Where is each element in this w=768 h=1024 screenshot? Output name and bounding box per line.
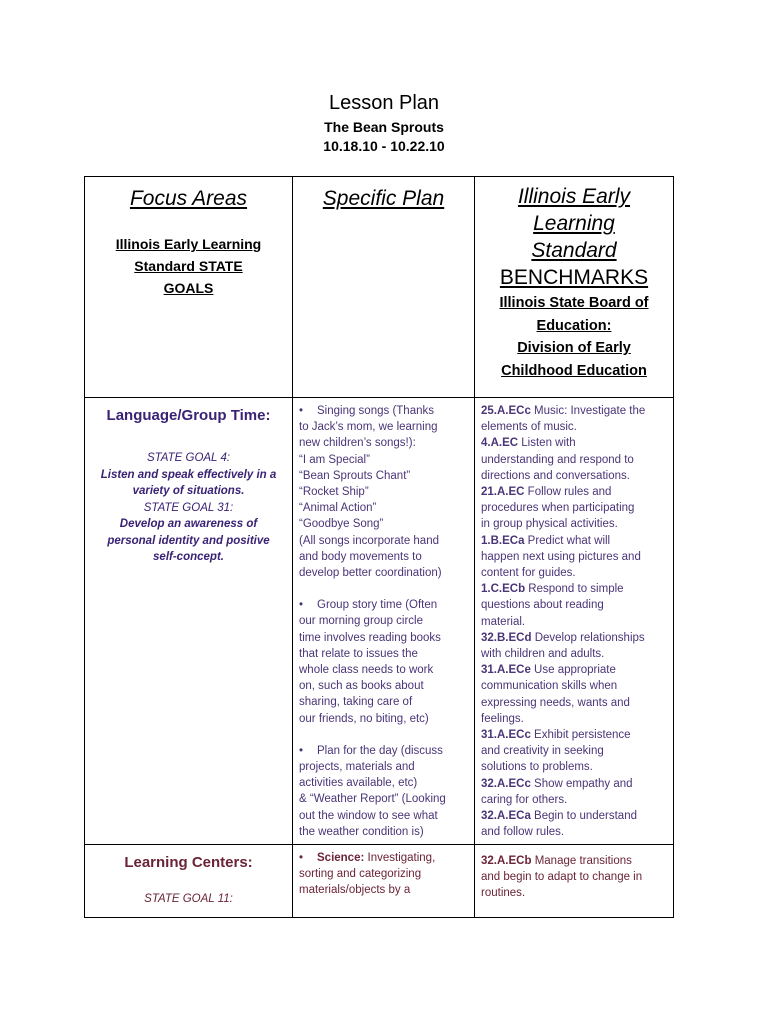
benchmarks-title-line: Illinois Early <box>517 185 631 208</box>
benchmark-code: 31.A.ECe <box>481 664 531 677</box>
plan-line: and body movements to <box>299 550 422 563</box>
centers-focus-cell <box>85 845 293 918</box>
goal-text: self-concept. <box>153 551 224 563</box>
centers-plan-text <box>293 845 474 899</box>
centers-benchmarks-cell <box>475 845 674 918</box>
benchmark-line: 31.A.ECe Use appropriate <box>481 664 616 677</box>
benchmark-line: procedures when participating <box>481 502 635 515</box>
benchmarks-caps: BENCHMARKS <box>499 266 649 289</box>
plan-line: materials/objects by a <box>299 884 411 897</box>
language-focus-cell <box>85 398 293 845</box>
benchmark-line: communication skills when <box>481 680 618 693</box>
benchmark-line: 32.A.ECc Show empathy and <box>481 777 633 790</box>
goal-text: personal identity and positive <box>107 534 270 547</box>
benchmark-line: material. <box>481 615 526 628</box>
benchmark-line: 31.A.ECc Exhibit persistence <box>481 729 631 742</box>
benchmark-line: 1.B.ECa Predict what will <box>481 534 611 547</box>
language-plan-text <box>293 398 474 840</box>
plan-line: that relate to issues the <box>299 647 418 660</box>
benchmark-code: 32.A.ECb <box>481 855 532 867</box>
plan-line: (All songs incorporate hand <box>299 534 439 547</box>
benchmark-code: 25.A.ECc <box>481 405 531 417</box>
benchmark-line: content for guides. <box>481 567 576 580</box>
benchmark-line: in group physical activities. <box>481 518 618 531</box>
plan-line: • Group story time (Often <box>299 597 468 613</box>
bullet-icon: • <box>299 852 304 864</box>
specific-plan-title: Specific Plan <box>322 187 445 210</box>
plan-line: “Bean Sprouts Chant” <box>299 469 411 482</box>
goal-text: Listen and speak effectively in a <box>100 468 277 481</box>
centers-benchmark <box>475 845 673 902</box>
benchmark-line: 32.B.ECd Develop relationships <box>481 631 645 644</box>
benchmark-line: 4.A.EC Listen with <box>481 437 576 450</box>
benchmark-line: elements of music. <box>481 421 577 434</box>
plan-line: our friends, no biting, etc) <box>299 712 429 725</box>
plan-line: “I am Special” <box>299 453 370 466</box>
benchmark-line: and begin to adapt to change in <box>481 871 643 884</box>
plan-line: on, such as books about <box>299 680 424 693</box>
benchmark-code: 4.A.EC <box>481 437 519 450</box>
benchmark-line: 21.A.EC Follow rules and <box>481 486 612 499</box>
goal-text: Develop an awareness of <box>119 518 258 530</box>
focus-areas-title: Focus Areas <box>129 187 248 210</box>
benchmark-code: 32.A.ECc <box>481 777 531 790</box>
goal-label: STATE GOAL 31: <box>143 501 234 514</box>
language-benchmarks-cell <box>475 398 674 845</box>
benchmark-line: 1.C.ECb Respond to simple <box>481 583 624 596</box>
benchmark-line: routines. <box>481 887 526 900</box>
plan-line: sharing, taking care of <box>299 696 413 709</box>
science-label: Science: <box>317 852 365 864</box>
benchmark-line: and follow rules. <box>481 826 565 839</box>
plan-line: our morning group circle <box>299 615 424 628</box>
benchmark-code: 21.A.EC <box>481 486 525 499</box>
goal-text: variety of situations. <box>132 485 245 497</box>
benchmarks-source-line: Education: <box>536 317 612 334</box>
plan-line: & “Weather Report” (Looking <box>299 793 446 806</box>
language-plan-cell <box>293 398 475 845</box>
learning-centers-row <box>85 845 674 918</box>
plan-line: time involves reading books <box>299 631 441 644</box>
benchmark-line: expressing needs, wants and <box>481 696 630 709</box>
language-state-goals <box>85 450 292 566</box>
plan-line: new children’s songs!): <box>299 437 416 450</box>
focus-sub-line: Illinois Early Learning <box>115 236 262 252</box>
plan-line: • Plan for the day (discuss <box>299 743 468 759</box>
class-name: The Bean Sprouts <box>324 119 444 135</box>
centers-focus-title: Learning Centers: <box>124 854 253 871</box>
plan-line: “Animal Action” <box>299 502 377 515</box>
benchmarks-title-line: Standard <box>531 239 617 262</box>
plan-line: “Rocket Ship” <box>299 486 369 499</box>
benchmark-line: solutions to problems. <box>481 761 593 774</box>
plan-line: the weather condition is) <box>299 825 424 838</box>
benchmarks-source <box>475 292 673 382</box>
benchmark-code: 1.B.ECa <box>481 534 525 547</box>
benchmark-line: and creativity in seeking <box>481 745 604 758</box>
goal-label: STATE GOAL 4: <box>146 452 231 464</box>
focus-sub-line: Standard STATE <box>134 258 243 274</box>
focus-areas-subtitle <box>85 233 292 299</box>
centers-state-goal: STATE GOAL 11: <box>144 893 233 905</box>
benchmark-line: with children and adults. <box>481 648 605 661</box>
bullet-icon: • <box>299 599 304 612</box>
plan-line: activities available, etc) <box>299 777 418 790</box>
plan-line: • Science: Investigating, <box>299 850 468 866</box>
plan-line: to Jack’s mom, we learning <box>299 421 438 434</box>
benchmark-code: 32.B.ECd <box>481 631 532 644</box>
plan-line: projects, materials and <box>299 761 415 774</box>
benchmarks-source-line: Division of Early <box>517 340 631 356</box>
bullet-icon: • <box>299 405 304 417</box>
benchmark-line: directions and conversations. <box>481 469 630 482</box>
plan-line: develop better coordination) <box>299 567 442 580</box>
benchmark-line: 32.A.ECa Begin to understand <box>481 810 637 823</box>
benchmark-line: caring for others. <box>481 793 568 806</box>
benchmark-line: feelings. <box>481 712 524 725</box>
language-benchmarks-list <box>475 398 673 840</box>
focus-areas-header <box>85 177 293 398</box>
benchmark-line: 32.A.ECb Manage transitions <box>481 855 632 867</box>
benchmark-line: questions about reading <box>481 599 604 612</box>
table-header-row <box>85 177 674 398</box>
benchmarks-title-line: Learning <box>533 212 615 235</box>
benchmarks-source-line: Childhood Education <box>501 362 647 379</box>
lesson-plan-table <box>84 176 674 918</box>
centers-plan-cell <box>293 845 475 918</box>
plan-line: “Goodbye Song” <box>299 518 384 531</box>
focus-sub-line: GOALS <box>163 280 214 296</box>
benchmark-line: understanding and respond to <box>481 453 634 466</box>
bullet-icon: • <box>299 744 304 757</box>
benchmarks-source-line: Illinois State Board of <box>499 295 649 311</box>
page-title: Lesson Plan <box>328 92 440 114</box>
benchmark-line: happen next using pictures and <box>481 550 641 563</box>
benchmark-code: 1.C.ECb <box>481 583 526 596</box>
plan-line: out the window to see what <box>299 809 438 822</box>
plan-line: • Singing songs (Thanks <box>299 403 468 419</box>
benchmark-line: 25.A.ECc Music: Investigate the <box>481 405 646 417</box>
date-range: 10.18.10 - 10.22.10 <box>323 138 445 154</box>
plan-line: whole class needs to work <box>299 664 434 677</box>
benchmarks-header <box>475 177 674 398</box>
plan-line: sorting and categorizing <box>299 868 422 881</box>
language-group-row <box>85 398 674 845</box>
specific-plan-header <box>293 177 475 398</box>
benchmark-code: 32.A.ECa <box>481 810 531 823</box>
language-focus-title: Language/Group Time: <box>106 407 271 424</box>
benchmark-code: 31.A.ECc <box>481 729 531 742</box>
